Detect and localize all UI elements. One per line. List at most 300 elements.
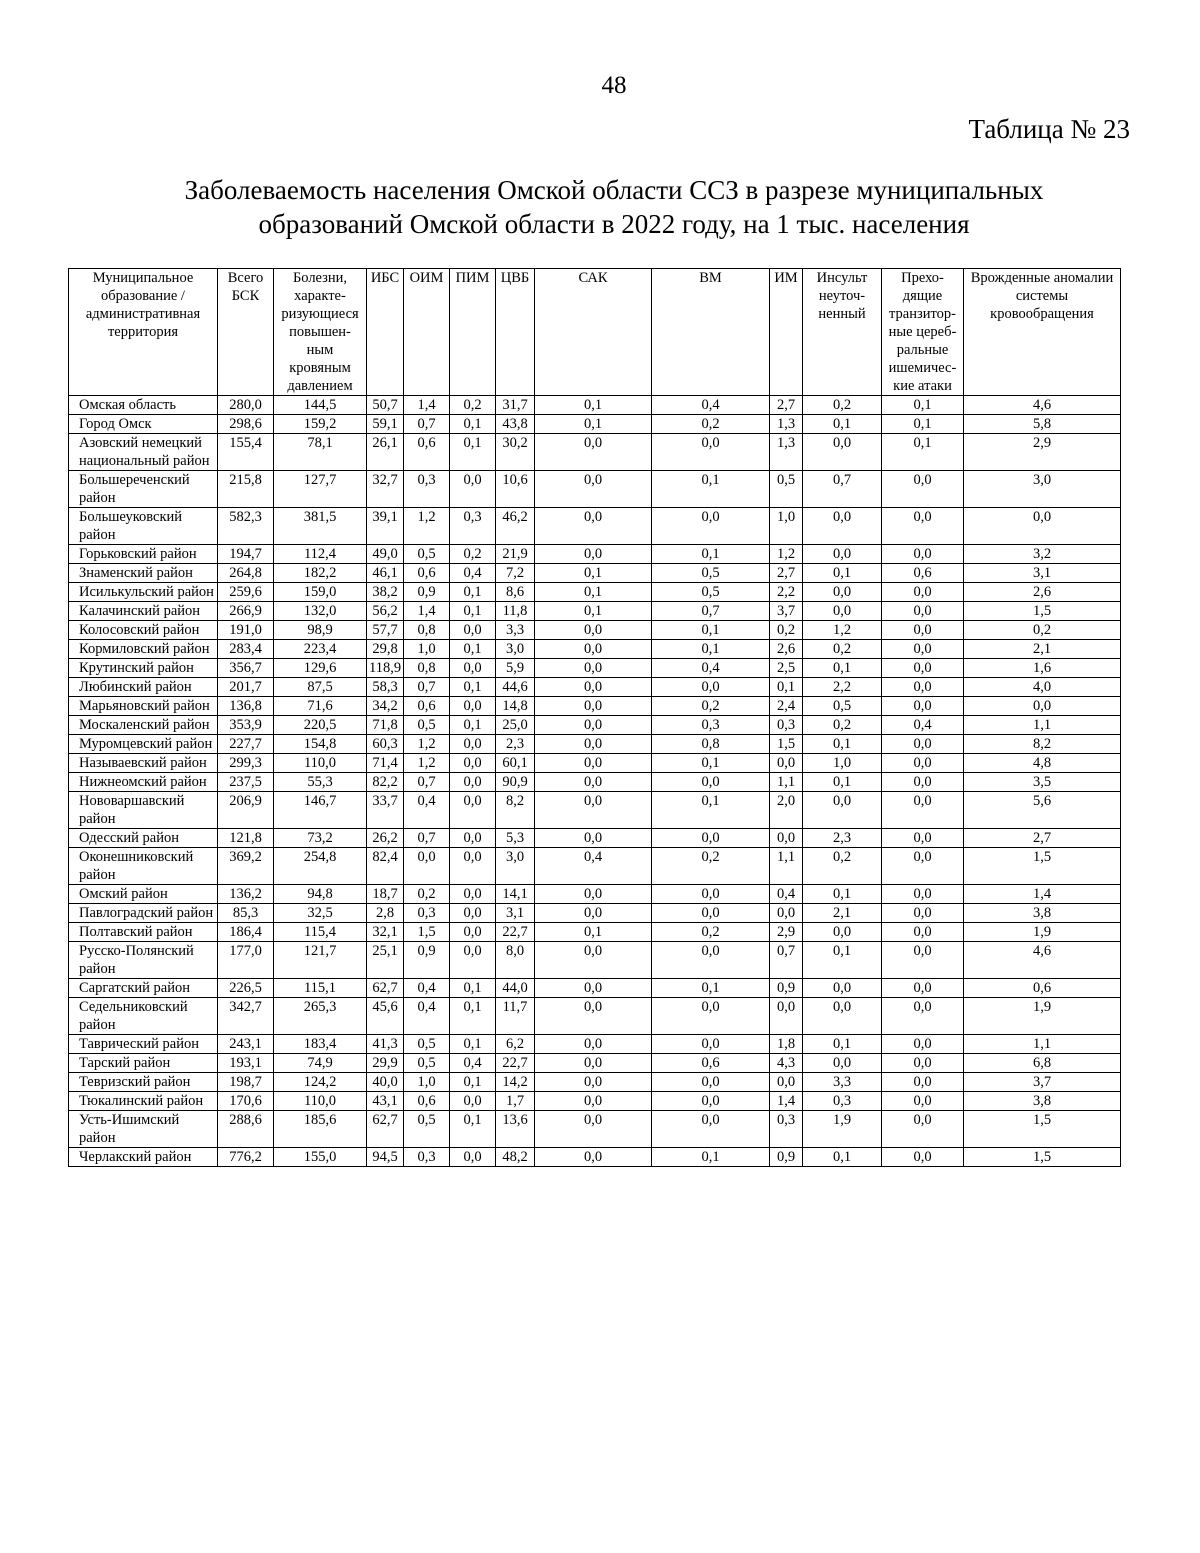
- header-municipality: Муниципальное образование / административная территория: [69, 269, 218, 396]
- row-value-cell: 0,4: [770, 885, 803, 904]
- row-value-cell: 1,0: [770, 508, 803, 545]
- row-value-cell: 0,0: [535, 434, 652, 471]
- row-value-cell: 0,0: [535, 621, 652, 640]
- row-value-cell: 0,0: [882, 602, 964, 621]
- row-value-cell: 0,0: [652, 1073, 770, 1092]
- row-value-cell: 0,5: [652, 564, 770, 583]
- row-municipality-cell: Омский район: [69, 885, 218, 904]
- row-value-cell: 0,0: [882, 885, 964, 904]
- table-row: [69, 602, 1121, 621]
- row-value-cell: 0,0: [652, 1111, 770, 1148]
- table-row: [69, 716, 1121, 735]
- row-municipality-cell: Большереченский район: [69, 471, 218, 508]
- row-value-cell: 0,0: [882, 923, 964, 942]
- table-row: [69, 904, 1121, 923]
- table-row: [69, 1054, 1121, 1073]
- row-value-cell: 288,6: [218, 1111, 274, 1148]
- row-value-cell: 0,0: [882, 640, 964, 659]
- row-value-cell: 0,2: [803, 640, 882, 659]
- row-value-cell: 0,4: [404, 998, 450, 1035]
- row-value-cell: 3,0: [496, 640, 535, 659]
- row-value-cell: 186,4: [218, 923, 274, 942]
- row-value-cell: 0,6: [652, 1054, 770, 1073]
- row-value-cell: 136,2: [218, 885, 274, 904]
- row-value-cell: 1,2: [404, 735, 450, 754]
- row-value-cell: 73,2: [274, 829, 367, 848]
- row-value-cell: 170,6: [218, 1092, 274, 1111]
- row-value-cell: 0,0: [882, 545, 964, 564]
- row-value-cell: 0,0: [535, 1035, 652, 1054]
- row-value-cell: 0,1: [652, 1148, 770, 1167]
- row-value-cell: 0,0: [882, 792, 964, 829]
- row-value-cell: 110,0: [274, 754, 367, 773]
- row-value-cell: 6,8: [964, 1054, 1121, 1073]
- row-value-cell: 0,0: [652, 1035, 770, 1054]
- row-value-cell: 0,0: [882, 735, 964, 754]
- header-sak: САК: [535, 269, 652, 396]
- row-value-cell: 0,1: [803, 564, 882, 583]
- row-value-cell: 0,1: [803, 659, 882, 678]
- row-value-cell: 8,2: [964, 735, 1121, 754]
- row-value-cell: 226,5: [218, 979, 274, 998]
- row-value-cell: 2,7: [964, 829, 1121, 848]
- row-value-cell: 254,8: [274, 848, 367, 885]
- row-value-cell: 7,2: [496, 564, 535, 583]
- row-value-cell: 0,0: [535, 942, 652, 979]
- row-value-cell: 283,4: [218, 640, 274, 659]
- row-value-cell: 1,5: [404, 923, 450, 942]
- row-value-cell: 58,3: [367, 678, 404, 697]
- row-value-cell: 0,4: [652, 659, 770, 678]
- row-value-cell: 201,7: [218, 678, 274, 697]
- row-value-cell: 0,1: [652, 792, 770, 829]
- row-value-cell: 0,0: [404, 848, 450, 885]
- row-municipality-cell: Седельниковский район: [69, 998, 218, 1035]
- row-municipality-cell: Одесский район: [69, 829, 218, 848]
- row-value-cell: 0,4: [535, 848, 652, 885]
- row-value-cell: 223,4: [274, 640, 367, 659]
- row-value-cell: 0,0: [535, 1092, 652, 1111]
- row-value-cell: 0,1: [882, 415, 964, 434]
- table-header-row: [69, 269, 1121, 396]
- row-value-cell: 2,9: [770, 923, 803, 942]
- row-value-cell: 1,0: [404, 640, 450, 659]
- row-value-cell: 22,7: [496, 923, 535, 942]
- table-row: [69, 415, 1121, 434]
- row-value-cell: 0,1: [535, 602, 652, 621]
- row-value-cell: 8,0: [496, 942, 535, 979]
- row-value-cell: 14,1: [496, 885, 535, 904]
- row-value-cell: 31,7: [496, 396, 535, 415]
- table-row: [69, 640, 1121, 659]
- row-value-cell: 3,7: [964, 1073, 1121, 1092]
- row-value-cell: 0,1: [450, 716, 496, 735]
- row-value-cell: 1,2: [404, 754, 450, 773]
- row-value-cell: 0,0: [450, 1148, 496, 1167]
- row-value-cell: 0,0: [803, 923, 882, 942]
- row-value-cell: 0,1: [450, 415, 496, 434]
- row-value-cell: 5,6: [964, 792, 1121, 829]
- row-value-cell: 0,5: [404, 1111, 450, 1148]
- row-value-cell: 0,9: [770, 979, 803, 998]
- row-value-cell: 0,0: [535, 697, 652, 716]
- row-value-cell: 220,5: [274, 716, 367, 735]
- row-value-cell: 39,1: [367, 508, 404, 545]
- row-value-cell: 22,7: [496, 1054, 535, 1073]
- row-value-cell: 0,3: [770, 1111, 803, 1148]
- row-municipality-cell: Оконешниковский район: [69, 848, 218, 885]
- row-value-cell: 3,5: [964, 773, 1121, 792]
- row-value-cell: 129,6: [274, 659, 367, 678]
- row-value-cell: 159,2: [274, 415, 367, 434]
- row-value-cell: 0,0: [535, 508, 652, 545]
- row-value-cell: 0,2: [964, 621, 1121, 640]
- row-value-cell: 0,1: [652, 979, 770, 998]
- table-row: [69, 735, 1121, 754]
- row-value-cell: 0,0: [535, 773, 652, 792]
- row-value-cell: 0,2: [450, 545, 496, 564]
- row-value-cell: 0,0: [882, 773, 964, 792]
- row-value-cell: 0,0: [803, 508, 882, 545]
- row-municipality-cell: Азовский немецкий национальный район: [69, 434, 218, 471]
- row-value-cell: 0,0: [803, 434, 882, 471]
- row-value-cell: 0,5: [652, 583, 770, 602]
- morbidity-table: [68, 268, 1121, 1167]
- row-value-cell: 11,7: [496, 998, 535, 1035]
- row-value-cell: 144,5: [274, 396, 367, 415]
- row-value-cell: 44,0: [496, 979, 535, 998]
- table-row: [69, 1073, 1121, 1092]
- row-value-cell: 43,1: [367, 1092, 404, 1111]
- row-value-cell: 0,2: [652, 415, 770, 434]
- row-value-cell: 29,8: [367, 640, 404, 659]
- row-value-cell: 3,2: [964, 545, 1121, 564]
- row-value-cell: 0,0: [803, 545, 882, 564]
- header-transient-ischemic-attacks: Прехо-дящие транзитор-ные цереб-ральные ишемичес-кие атаки: [882, 269, 964, 396]
- row-municipality-cell: Москаленский район: [69, 716, 218, 735]
- row-value-cell: 0,5: [404, 1054, 450, 1073]
- row-value-cell: 776,2: [218, 1148, 274, 1167]
- row-municipality-cell: Нижнеомский район: [69, 773, 218, 792]
- table-row: [69, 396, 1121, 415]
- row-value-cell: 0,0: [450, 829, 496, 848]
- row-value-cell: 1,9: [964, 998, 1121, 1035]
- page-number: 48: [601, 72, 627, 99]
- table-row: [69, 508, 1121, 545]
- row-value-cell: 46,2: [496, 508, 535, 545]
- row-value-cell: 38,2: [367, 583, 404, 602]
- row-value-cell: 298,6: [218, 415, 274, 434]
- row-value-cell: 41,3: [367, 1035, 404, 1054]
- row-value-cell: 0,2: [803, 716, 882, 735]
- row-value-cell: 0,4: [882, 716, 964, 735]
- row-value-cell: 0,1: [803, 1148, 882, 1167]
- row-value-cell: 0,4: [404, 792, 450, 829]
- row-value-cell: 14,8: [496, 697, 535, 716]
- row-value-cell: 582,3: [218, 508, 274, 545]
- row-value-cell: 0,0: [882, 1054, 964, 1073]
- row-value-cell: 56,2: [367, 602, 404, 621]
- row-value-cell: 0,2: [652, 697, 770, 716]
- row-value-cell: 1,7: [496, 1092, 535, 1111]
- row-value-cell: 25,0: [496, 716, 535, 735]
- table-row: [69, 659, 1121, 678]
- row-value-cell: 1,5: [964, 1111, 1121, 1148]
- row-value-cell: 0,1: [450, 583, 496, 602]
- row-value-cell: 13,6: [496, 1111, 535, 1148]
- row-municipality-cell: Русско-Полянский район: [69, 942, 218, 979]
- table-row: [69, 979, 1121, 998]
- row-value-cell: 0,7: [652, 602, 770, 621]
- row-municipality-cell: Полтавский район: [69, 923, 218, 942]
- row-value-cell: 0,0: [450, 754, 496, 773]
- row-value-cell: 0,7: [770, 942, 803, 979]
- row-value-cell: 0,7: [404, 678, 450, 697]
- row-value-cell: 0,0: [652, 998, 770, 1035]
- row-value-cell: 0,6: [404, 1092, 450, 1111]
- row-value-cell: 0,9: [770, 1148, 803, 1167]
- row-value-cell: 2,3: [803, 829, 882, 848]
- row-value-cell: 1,6: [964, 659, 1121, 678]
- row-value-cell: 85,3: [218, 904, 274, 923]
- row-value-cell: 0,2: [652, 848, 770, 885]
- row-municipality-cell: Знаменский район: [69, 564, 218, 583]
- row-value-cell: 18,7: [367, 885, 404, 904]
- table-row: [69, 564, 1121, 583]
- row-value-cell: 265,3: [274, 998, 367, 1035]
- row-value-cell: 1,0: [404, 1073, 450, 1092]
- row-value-cell: 127,7: [274, 471, 367, 508]
- row-value-cell: 0,3: [404, 1148, 450, 1167]
- row-value-cell: 3,0: [964, 471, 1121, 508]
- row-value-cell: 227,7: [218, 735, 274, 754]
- row-value-cell: 0,0: [535, 659, 652, 678]
- row-value-cell: 5,8: [964, 415, 1121, 434]
- row-value-cell: 78,1: [274, 434, 367, 471]
- row-value-cell: 155,0: [274, 1148, 367, 1167]
- row-municipality-cell: Тюкалинский район: [69, 1092, 218, 1111]
- row-value-cell: 0,0: [882, 1073, 964, 1092]
- row-value-cell: 0,1: [882, 396, 964, 415]
- row-value-cell: 87,5: [274, 678, 367, 697]
- table-row: [69, 1148, 1121, 1167]
- row-value-cell: 0,5: [404, 545, 450, 564]
- row-value-cell: 82,2: [367, 773, 404, 792]
- row-municipality-cell: Марьяновский район: [69, 697, 218, 716]
- row-value-cell: 0,9: [404, 583, 450, 602]
- header-stroke-unspecified: Инсульт неуточ-ненный: [803, 269, 882, 396]
- row-value-cell: 0,6: [964, 979, 1121, 998]
- row-value-cell: 0,0: [882, 697, 964, 716]
- row-value-cell: 8,2: [496, 792, 535, 829]
- row-municipality-cell: Исилькульский район: [69, 583, 218, 602]
- row-value-cell: 0,7: [404, 829, 450, 848]
- row-value-cell: 40,0: [367, 1073, 404, 1092]
- row-value-cell: 0,0: [535, 1148, 652, 1167]
- row-value-cell: 0,4: [450, 1054, 496, 1073]
- row-value-cell: 1,5: [964, 1148, 1121, 1167]
- row-value-cell: 30,2: [496, 434, 535, 471]
- row-value-cell: 0,5: [404, 1035, 450, 1054]
- header-vm: ВМ: [652, 269, 770, 396]
- row-value-cell: 0,9: [404, 942, 450, 979]
- row-value-cell: 0,0: [803, 1054, 882, 1073]
- row-municipality-cell: Павлоградский район: [69, 904, 218, 923]
- row-value-cell: 1,1: [964, 716, 1121, 735]
- title-line-1: Заболеваемость населения Омской области ССЗ в разрезе муниципальных: [184, 175, 1044, 205]
- row-value-cell: 0,3: [803, 1092, 882, 1111]
- row-value-cell: 0,6: [882, 564, 964, 583]
- row-value-cell: 3,0: [496, 848, 535, 885]
- row-value-cell: 0,1: [450, 640, 496, 659]
- row-value-cell: 1,2: [404, 508, 450, 545]
- row-value-cell: 193,1: [218, 1054, 274, 1073]
- row-value-cell: 0,2: [404, 885, 450, 904]
- row-value-cell: 1,4: [404, 396, 450, 415]
- row-value-cell: 60,1: [496, 754, 535, 773]
- row-value-cell: 59,1: [367, 415, 404, 434]
- row-value-cell: 5,3: [496, 829, 535, 848]
- row-value-cell: 1,3: [770, 434, 803, 471]
- row-municipality-cell: Нововаршавский район: [69, 792, 218, 829]
- table-row: [69, 678, 1121, 697]
- row-value-cell: 0,3: [450, 508, 496, 545]
- row-value-cell: 0,0: [770, 904, 803, 923]
- row-value-cell: 0,0: [535, 1054, 652, 1073]
- row-value-cell: 182,2: [274, 564, 367, 583]
- row-value-cell: 2,8: [367, 904, 404, 923]
- row-value-cell: 0,0: [770, 1073, 803, 1092]
- row-value-cell: 0,0: [450, 471, 496, 508]
- table-label: Таблица № 23: [968, 114, 1130, 144]
- row-value-cell: 2,5: [770, 659, 803, 678]
- row-value-cell: 3,8: [964, 904, 1121, 923]
- row-value-cell: 0,1: [450, 678, 496, 697]
- row-value-cell: 11,8: [496, 602, 535, 621]
- table-row: [69, 848, 1121, 885]
- table-row: [69, 773, 1121, 792]
- row-municipality-cell: Таврический район: [69, 1035, 218, 1054]
- row-value-cell: 264,8: [218, 564, 274, 583]
- row-value-cell: 0,0: [882, 508, 964, 545]
- row-value-cell: 2,7: [770, 564, 803, 583]
- row-value-cell: 2,6: [964, 583, 1121, 602]
- row-value-cell: 10,6: [496, 471, 535, 508]
- row-value-cell: 2,2: [803, 678, 882, 697]
- row-value-cell: 94,8: [274, 885, 367, 904]
- row-value-cell: 198,7: [218, 1073, 274, 1092]
- row-value-cell: 183,4: [274, 1035, 367, 1054]
- table-row: [69, 434, 1121, 471]
- row-value-cell: 1,2: [803, 621, 882, 640]
- row-value-cell: 0,0: [450, 697, 496, 716]
- row-value-cell: 0,3: [652, 716, 770, 735]
- row-value-cell: 3,8: [964, 1092, 1121, 1111]
- row-municipality-cell: Кормиловский район: [69, 640, 218, 659]
- row-value-cell: 3,7: [770, 602, 803, 621]
- row-value-cell: 0,0: [803, 998, 882, 1035]
- row-value-cell: 215,8: [218, 471, 274, 508]
- row-value-cell: 0,2: [803, 848, 882, 885]
- row-value-cell: 0,1: [803, 415, 882, 434]
- row-municipality-cell: Крутинский район: [69, 659, 218, 678]
- table-row: [69, 621, 1121, 640]
- row-value-cell: 43,8: [496, 415, 535, 434]
- row-value-cell: 155,4: [218, 434, 274, 471]
- row-value-cell: 146,7: [274, 792, 367, 829]
- row-value-cell: 0,0: [882, 1148, 964, 1167]
- table-row: [69, 471, 1121, 508]
- row-value-cell: 115,1: [274, 979, 367, 998]
- table-row: [69, 545, 1121, 564]
- row-municipality-cell: Любинский район: [69, 678, 218, 697]
- row-value-cell: 0,0: [882, 1092, 964, 1111]
- row-value-cell: 0,0: [803, 583, 882, 602]
- header-pim: ПИМ: [450, 269, 496, 396]
- row-value-cell: 0,0: [535, 979, 652, 998]
- row-value-cell: 0,3: [404, 471, 450, 508]
- row-value-cell: 0,1: [803, 773, 882, 792]
- row-value-cell: 0,0: [652, 829, 770, 848]
- row-value-cell: 0,1: [450, 434, 496, 471]
- table-row: [69, 1035, 1121, 1054]
- row-value-cell: 0,0: [535, 754, 652, 773]
- header-hypertension: Болезни, характе-ризующиеся повышен-ным кровяным давлением: [274, 269, 367, 396]
- row-value-cell: 0,1: [535, 564, 652, 583]
- row-value-cell: 0,0: [803, 602, 882, 621]
- row-value-cell: 0,0: [535, 998, 652, 1035]
- row-value-cell: 353,9: [218, 716, 274, 735]
- row-value-cell: 124,2: [274, 1073, 367, 1092]
- row-municipality-cell: Муромцевский район: [69, 735, 218, 754]
- row-value-cell: 2,6: [770, 640, 803, 659]
- row-value-cell: 4,0: [964, 678, 1121, 697]
- row-value-cell: 369,2: [218, 848, 274, 885]
- row-value-cell: 0,0: [450, 1092, 496, 1111]
- row-value-cell: 121,7: [274, 942, 367, 979]
- row-value-cell: 0,0: [535, 1111, 652, 1148]
- table-row: [69, 923, 1121, 942]
- header-oim: ОИМ: [404, 269, 450, 396]
- row-value-cell: 0,0: [535, 716, 652, 735]
- row-value-cell: 71,8: [367, 716, 404, 735]
- row-value-cell: 0,0: [882, 621, 964, 640]
- row-value-cell: 0,0: [535, 904, 652, 923]
- row-value-cell: 0,1: [535, 923, 652, 942]
- row-value-cell: 266,9: [218, 602, 274, 621]
- row-value-cell: 0,0: [652, 942, 770, 979]
- row-value-cell: 0,5: [770, 471, 803, 508]
- row-value-cell: 0,0: [450, 942, 496, 979]
- row-value-cell: 0,7: [404, 415, 450, 434]
- row-value-cell: 0,0: [450, 904, 496, 923]
- row-value-cell: 112,4: [274, 545, 367, 564]
- row-value-cell: 3,1: [496, 904, 535, 923]
- row-value-cell: 33,7: [367, 792, 404, 829]
- row-value-cell: 3,3: [496, 621, 535, 640]
- row-value-cell: 0,4: [404, 979, 450, 998]
- row-value-cell: 45,6: [367, 998, 404, 1035]
- row-value-cell: 21,9: [496, 545, 535, 564]
- row-value-cell: 0,0: [535, 735, 652, 754]
- row-value-cell: 0,1: [450, 998, 496, 1035]
- row-value-cell: 82,4: [367, 848, 404, 885]
- table-row: [69, 697, 1121, 716]
- row-value-cell: 0,0: [450, 773, 496, 792]
- row-value-cell: 0,6: [404, 434, 450, 471]
- row-value-cell: 0,0: [882, 754, 964, 773]
- row-value-cell: 0,0: [450, 735, 496, 754]
